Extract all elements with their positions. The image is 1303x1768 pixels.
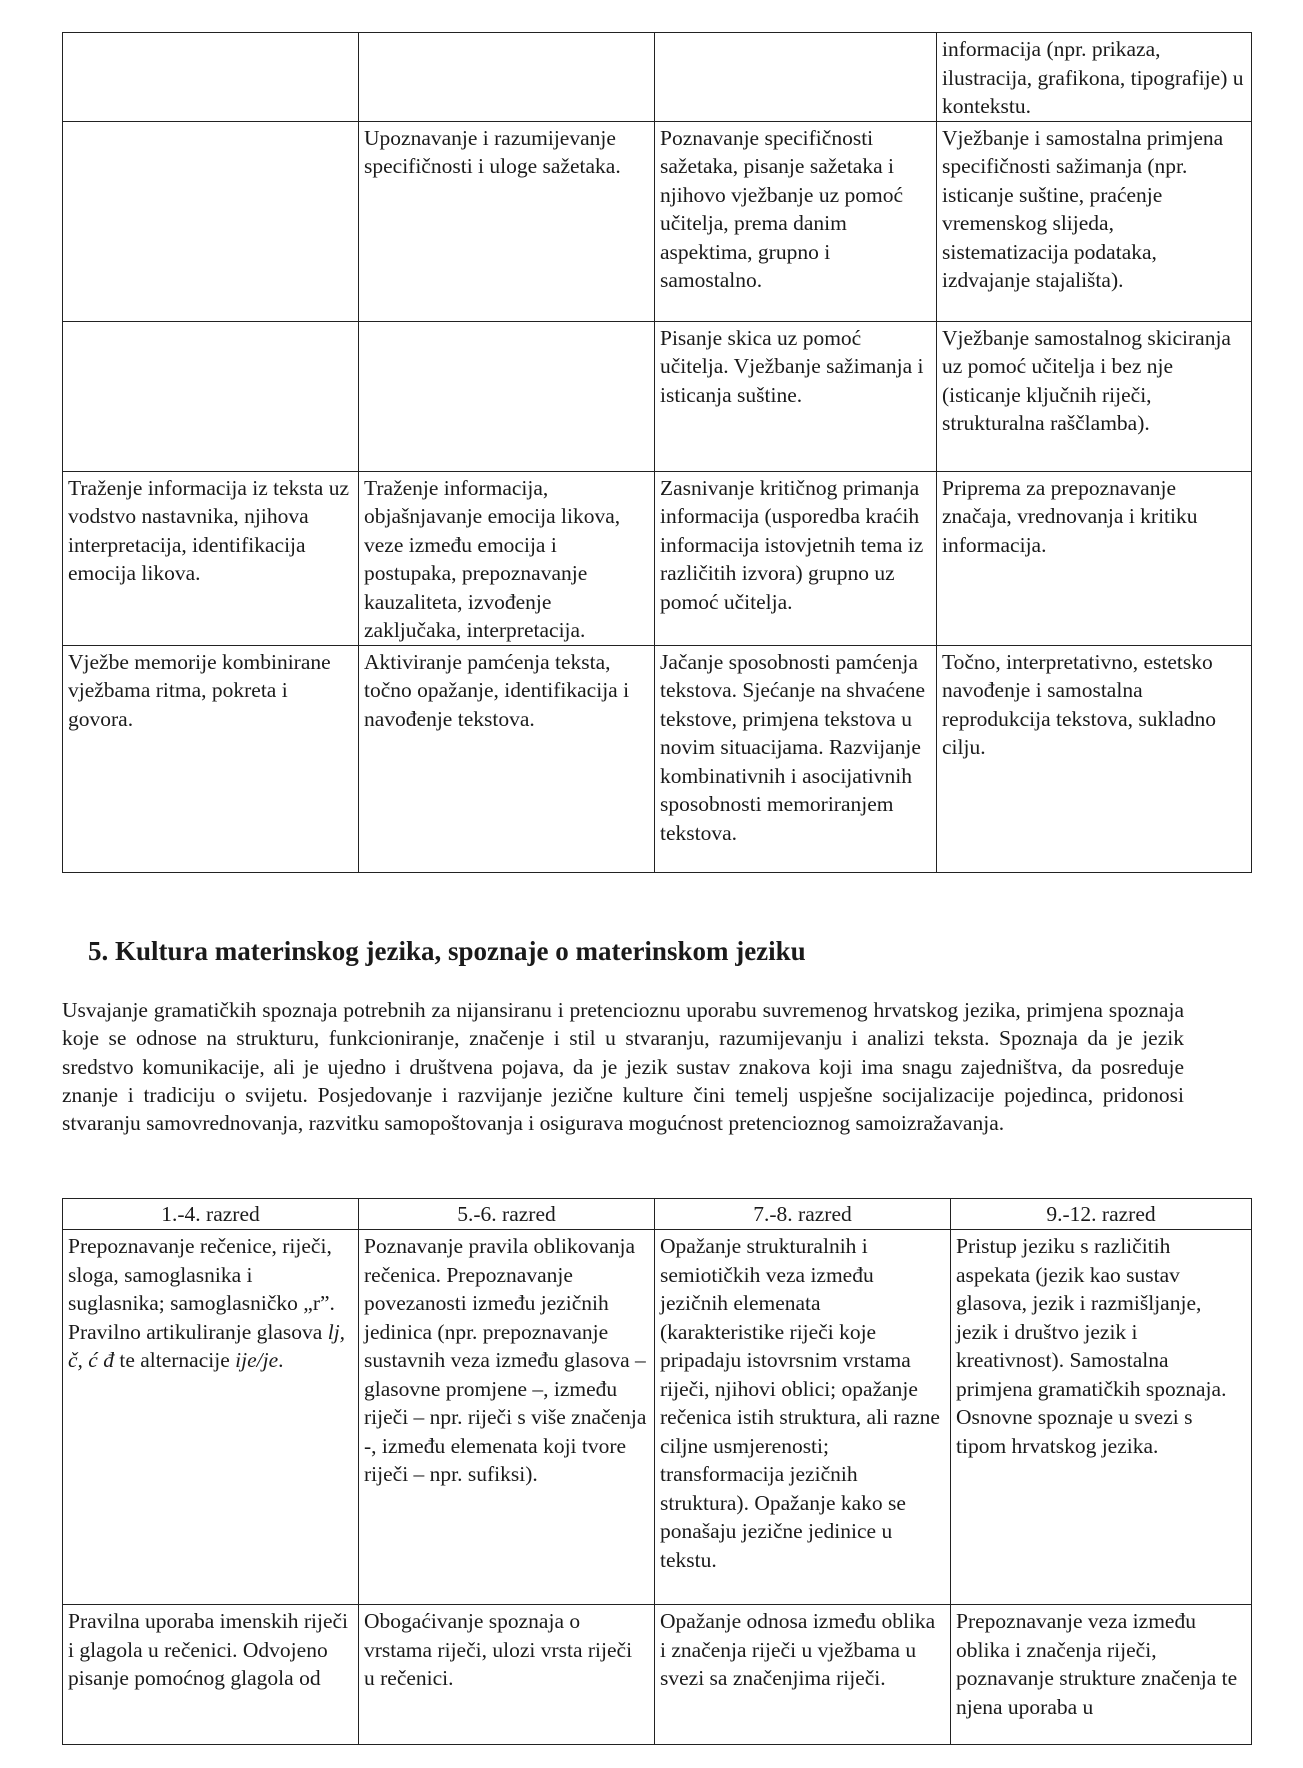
table-cell: Pristup jeziku s različitih aspekata (jezik kao sustav glasova, jezik i razmišljanje, jezik i društvo jezik i kreativnost). Samostalna primjena gramatičkih spoznaja. Osnovne spoznaje u svezi s tipom hrvatskog jezika. [951,1230,1252,1605]
table-cell: Pisanje skica uz pomoć učitelja. Vježbanje sažimanja i isticanja suštine. [655,321,937,471]
section-paragraph: Usvajanje gramatičkih spoznaja potrebnih za nijansiranu i pretencioznu uporabu suvremenog hrvatskog jezika, primjena spoznaja koje se odnose na strukturu, funkcioniranje, značenje i stil u stvaranju, razumijevanju i analizi teksta. Spoznaja da je jezik sredstvo komunikacije, ali je ujedno i društvena pojava, da je jezik sustav znakova koji ima snagu zajedništva, da posreduje znanje i tradiciju o svijetu. Posjedovanje i razvijanje jezične kulture čini temelj uspješne socijalizacije pojedinca, pridonosi stvaranju samovrednovanja, razvitku samopoštovanja i osigurava mogućnost pretencioznog samoizražavanja. [62,998,1184,1136]
table-cell: Aktiviranje pamćenja teksta, točno opažanje, identifikacija i navođenje tekstova. [359,645,655,872]
table-cell: Upoznavanje i razumijevanje specifičnosti i uloge sažetaka. [359,121,655,321]
table-row [63,1605,1252,1745]
table-cell: Opažanje strukturalnih i semiotičkih veza između jezičnih elemenata (karakteristike riječi koje pripadaju istovrsnim vrstama riječi, njihovi oblici; opažanje rečenica istih struktura, ali razne ciljne usmjerenosti; transformacija jezičnih struktura). Opažanje kako se ponašaju jezične jedinice u tekstu. [655,1230,951,1605]
table-row [63,645,1252,872]
table-row [63,471,1252,645]
table-cell: Vježbanje samostalnog skiciranja uz pomoć učitelja i bez nje (isticanje ključnih riječi, strukturalna raščlamba). [937,321,1252,471]
table-cell [359,321,655,471]
table-cell: Prepoznavanje veza između oblika i značenja riječi, poznavanje strukture značenja te njena uporaba u [951,1605,1252,1745]
column-header: 9.-12. razred [951,1199,1252,1230]
cell-text-italic: lj, č, ć đ [68,1319,346,1372]
table-cell: Točno, interpretativno, estetsko navođenje i samostalna reprodukcija tekstova, sukladno cilju. [937,645,1252,872]
table-cell: Priprema za prepoznavanje značaja, vrednovanja i kritiku informacija. [937,471,1252,645]
table-cell: Zasnivanje kritičnog primanja informacija (usporedba kraćih informacija istovjetnih tema iz različitih izvora) grupno uz pomoć učitelja. [655,471,937,645]
table-cell: Poznavanje pravila oblikovanja rečenica. Prepoznavanje povezanosti između jezičnih jedinica (npr. prepoznavanje sustavnih veza između glasova – glasovne promjene –, između riječi – npr. riječi s više značenja -, između elemenata koji tvore riječi – npr. sufiksi). [359,1230,655,1605]
table-cell: Traženje informacija iz teksta uz vodstvo nastavnika, njihova interpretacija, identifikacija emocija likova. [63,471,359,645]
table-row [63,121,1252,321]
table-cell: Opažanje odnosa između oblika i značenja riječi u vježbama u svezi sa značenjima riječi. [655,1605,951,1745]
column-header: 7.-8. razred [655,1199,951,1230]
column-header: 5.-6. razred [359,1199,655,1230]
table-cell [359,33,655,122]
table-cell [63,121,359,321]
table-cell [63,1230,359,1605]
table-cell [63,321,359,471]
table-cell: Vježbanje i samostalna primjena specifičnosti sažimanja (npr. isticanje suštine, praćenje vremenskog slijeda, sistematizacija podataka, izdvajanje stajališta). [937,121,1252,321]
cell-text: te alternacije [113,1348,236,1372]
table-cell [655,33,937,122]
table-cell: informacija (npr. prikaza, ilustracija, grafikona, tipografije) u kontekstu. [937,33,1252,122]
table-cell: Obogaćivanje spoznaja o vrstama riječi, ulozi vrsta riječi u rečenici. [359,1605,655,1745]
table-cell: Pravilna uporaba imenskih riječi i glagola u rečenici. Odvojeno pisanje pomoćnog glagola od [63,1605,359,1745]
table-cell: Vježbe memorije kombinirane vježbama ritma, pokreta i govora. [63,645,359,872]
section-heading: 5. Kultura materinskog jezika, spoznaje o materinskom jeziku [88,936,806,966]
table-row [63,1230,1252,1605]
column-header: 1.-4. razred [63,1199,359,1230]
grammar-curriculum-table [62,1198,1252,1745]
cell-text: . [278,1348,284,1372]
cell-text: Prepoznavanje rečenice, riječi, sloga, samoglasnika i suglasnika; samoglasničko „r”. Pravilno artikuliranje glasova [68,1234,335,1344]
curriculum-table-continued [62,32,1252,873]
table-cell: Traženje informacija, objašnjavanje emocija likova, veze između emocija i postupaka, prepoznavanje kauzaliteta, izvođenje zaključaka, interpretacija. [359,471,655,645]
table-cell [63,33,359,122]
table-header-row [63,1199,1252,1230]
table-row [63,321,1252,471]
table-cell: Jačanje sposobnosti pamćenja tekstova. Sjećanje na shvaćene tekstove, primjena tekstova u novim situacijama. Razvijanje kombinativnih i asocijativnih sposobnosti memoriranjem tekstova. [655,645,937,872]
table-cell: Poznavanje specifičnosti sažetaka, pisanje sažetaka i njihovo vježbanje uz pomoć učitelja, prema danim aspektima, grupno i samostalno. [655,121,937,321]
cell-text-italic: ije/je [235,1348,279,1372]
table-row [63,33,1252,122]
